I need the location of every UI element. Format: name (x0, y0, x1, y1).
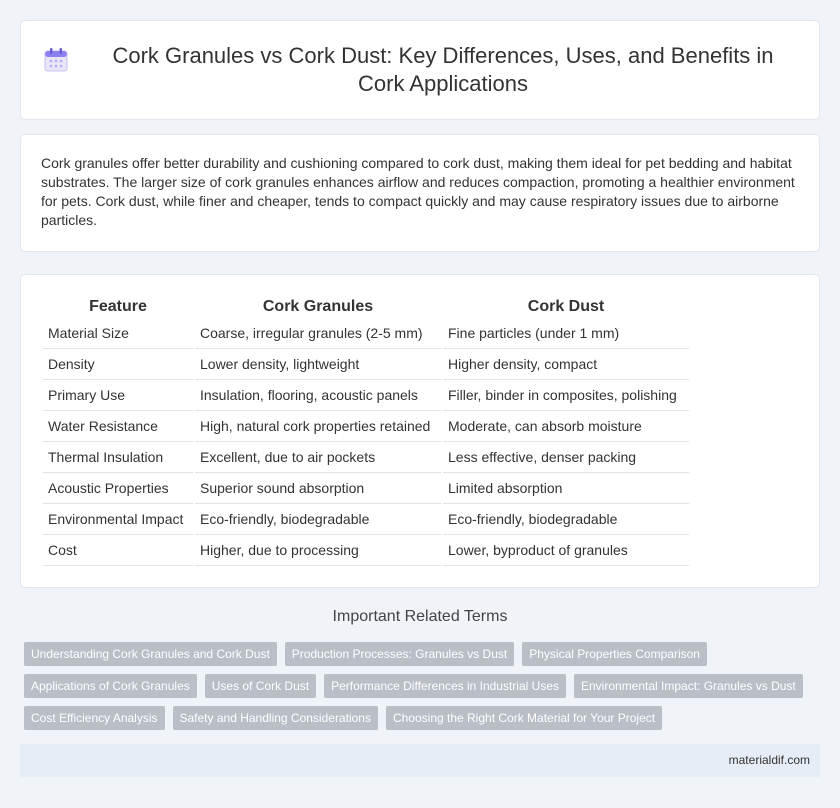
feature-cell: Density (43, 349, 193, 380)
granules-cell: Superior sound absorption (195, 473, 441, 504)
dust-cell: Higher density, compact (443, 349, 689, 380)
granules-cell: Coarse, irregular granules (2-5 mm) (195, 318, 441, 349)
related-term-tag[interactable]: Performance Differences in Industrial Uses (324, 674, 566, 698)
granules-cell: Lower density, lightweight (195, 349, 441, 380)
dust-cell: Lower, byproduct of granules (443, 535, 689, 566)
header-cork-dust: Cork Dust (527, 298, 605, 315)
table-row (43, 442, 689, 473)
related-term-tag[interactable]: Choosing the Right Cork Material for Your Project (386, 706, 662, 730)
dust-cell: Eco-friendly, biodegradable (443, 504, 689, 535)
granules-cell: Eco-friendly, biodegradable (195, 504, 441, 535)
related-term-tag[interactable]: Applications of Cork Granules (24, 674, 197, 698)
summary-text: Cork granules offer better durability and cushioning compared to cork dust, making them ideal for pet bedding and habitat substrates. The larger size of cork granules enhances airflow and reduces compaction, promoting a healthier environment for pets. Cork dust, while finer and cheaper, tends to compact quickly and may cause respiratory issues due to airborne particles. (41, 155, 795, 228)
dust-cell: Filler, binder in composites, polishing (443, 380, 689, 411)
granules-cell: Excellent, due to air pockets (195, 442, 441, 473)
dust-cell: Limited absorption (443, 473, 689, 504)
feature-cell: Material Size (43, 318, 193, 349)
comparison-table-card (20, 274, 820, 588)
related-terms-tags (24, 642, 824, 738)
related-terms-title: Important Related Terms (332, 608, 508, 625)
tag-row (24, 706, 824, 730)
header-card (20, 20, 820, 120)
related-term-tag[interactable]: Uses of Cork Dust (205, 674, 316, 698)
table-row (43, 535, 689, 566)
table-header-row (43, 296, 689, 318)
title-wrap (40, 42, 800, 98)
table-row (43, 473, 689, 504)
related-term-tag[interactable]: Understanding Cork Granules and Cork Dust (24, 642, 277, 666)
granules-cell: Higher, due to processing (195, 535, 441, 566)
header-feature: Feature (89, 298, 147, 315)
tag-row (24, 674, 824, 698)
feature-cell: Cost (43, 535, 193, 566)
dust-cell: Moderate, can absorb moisture (443, 411, 689, 442)
table-row (43, 349, 689, 380)
feature-cell: Primary Use (43, 380, 193, 411)
feature-cell: Environmental Impact (43, 504, 193, 535)
table-row (43, 380, 689, 411)
header-cork-granules: Cork Granules (262, 298, 374, 315)
table-row (43, 318, 689, 349)
calendar-icon (42, 46, 70, 74)
table-row (43, 504, 689, 535)
dust-cell: Less effective, denser packing (443, 442, 689, 473)
comparison-table (41, 296, 691, 566)
related-term-tag[interactable]: Cost Efficiency Analysis (24, 706, 165, 730)
footer (20, 744, 820, 777)
page-title: Cork Granules vs Cork Dust: Key Differences, Uses, and Benefits in Cork Applications (112, 43, 774, 96)
related-term-tag[interactable]: Environmental Impact: Granules vs Dust (574, 674, 803, 698)
feature-cell: Thermal Insulation (43, 442, 193, 473)
granules-cell: Insulation, flooring, acoustic panels (195, 380, 441, 411)
summary-card (20, 134, 820, 252)
footer-site[interactable]: materialdif.com (728, 753, 810, 767)
table-row (43, 411, 689, 442)
related-term-tag[interactable]: Safety and Handling Considerations (173, 706, 378, 730)
tag-row (24, 642, 824, 666)
granules-cell: High, natural cork properties retained (195, 411, 441, 442)
dust-cell: Fine particles (under 1 mm) (443, 318, 689, 349)
related-term-tag[interactable]: Physical Properties Comparison (522, 642, 707, 666)
feature-cell: Acoustic Properties (43, 473, 193, 504)
feature-cell: Water Resistance (43, 411, 193, 442)
related-term-tag[interactable]: Production Processes: Granules vs Dust (285, 642, 514, 666)
